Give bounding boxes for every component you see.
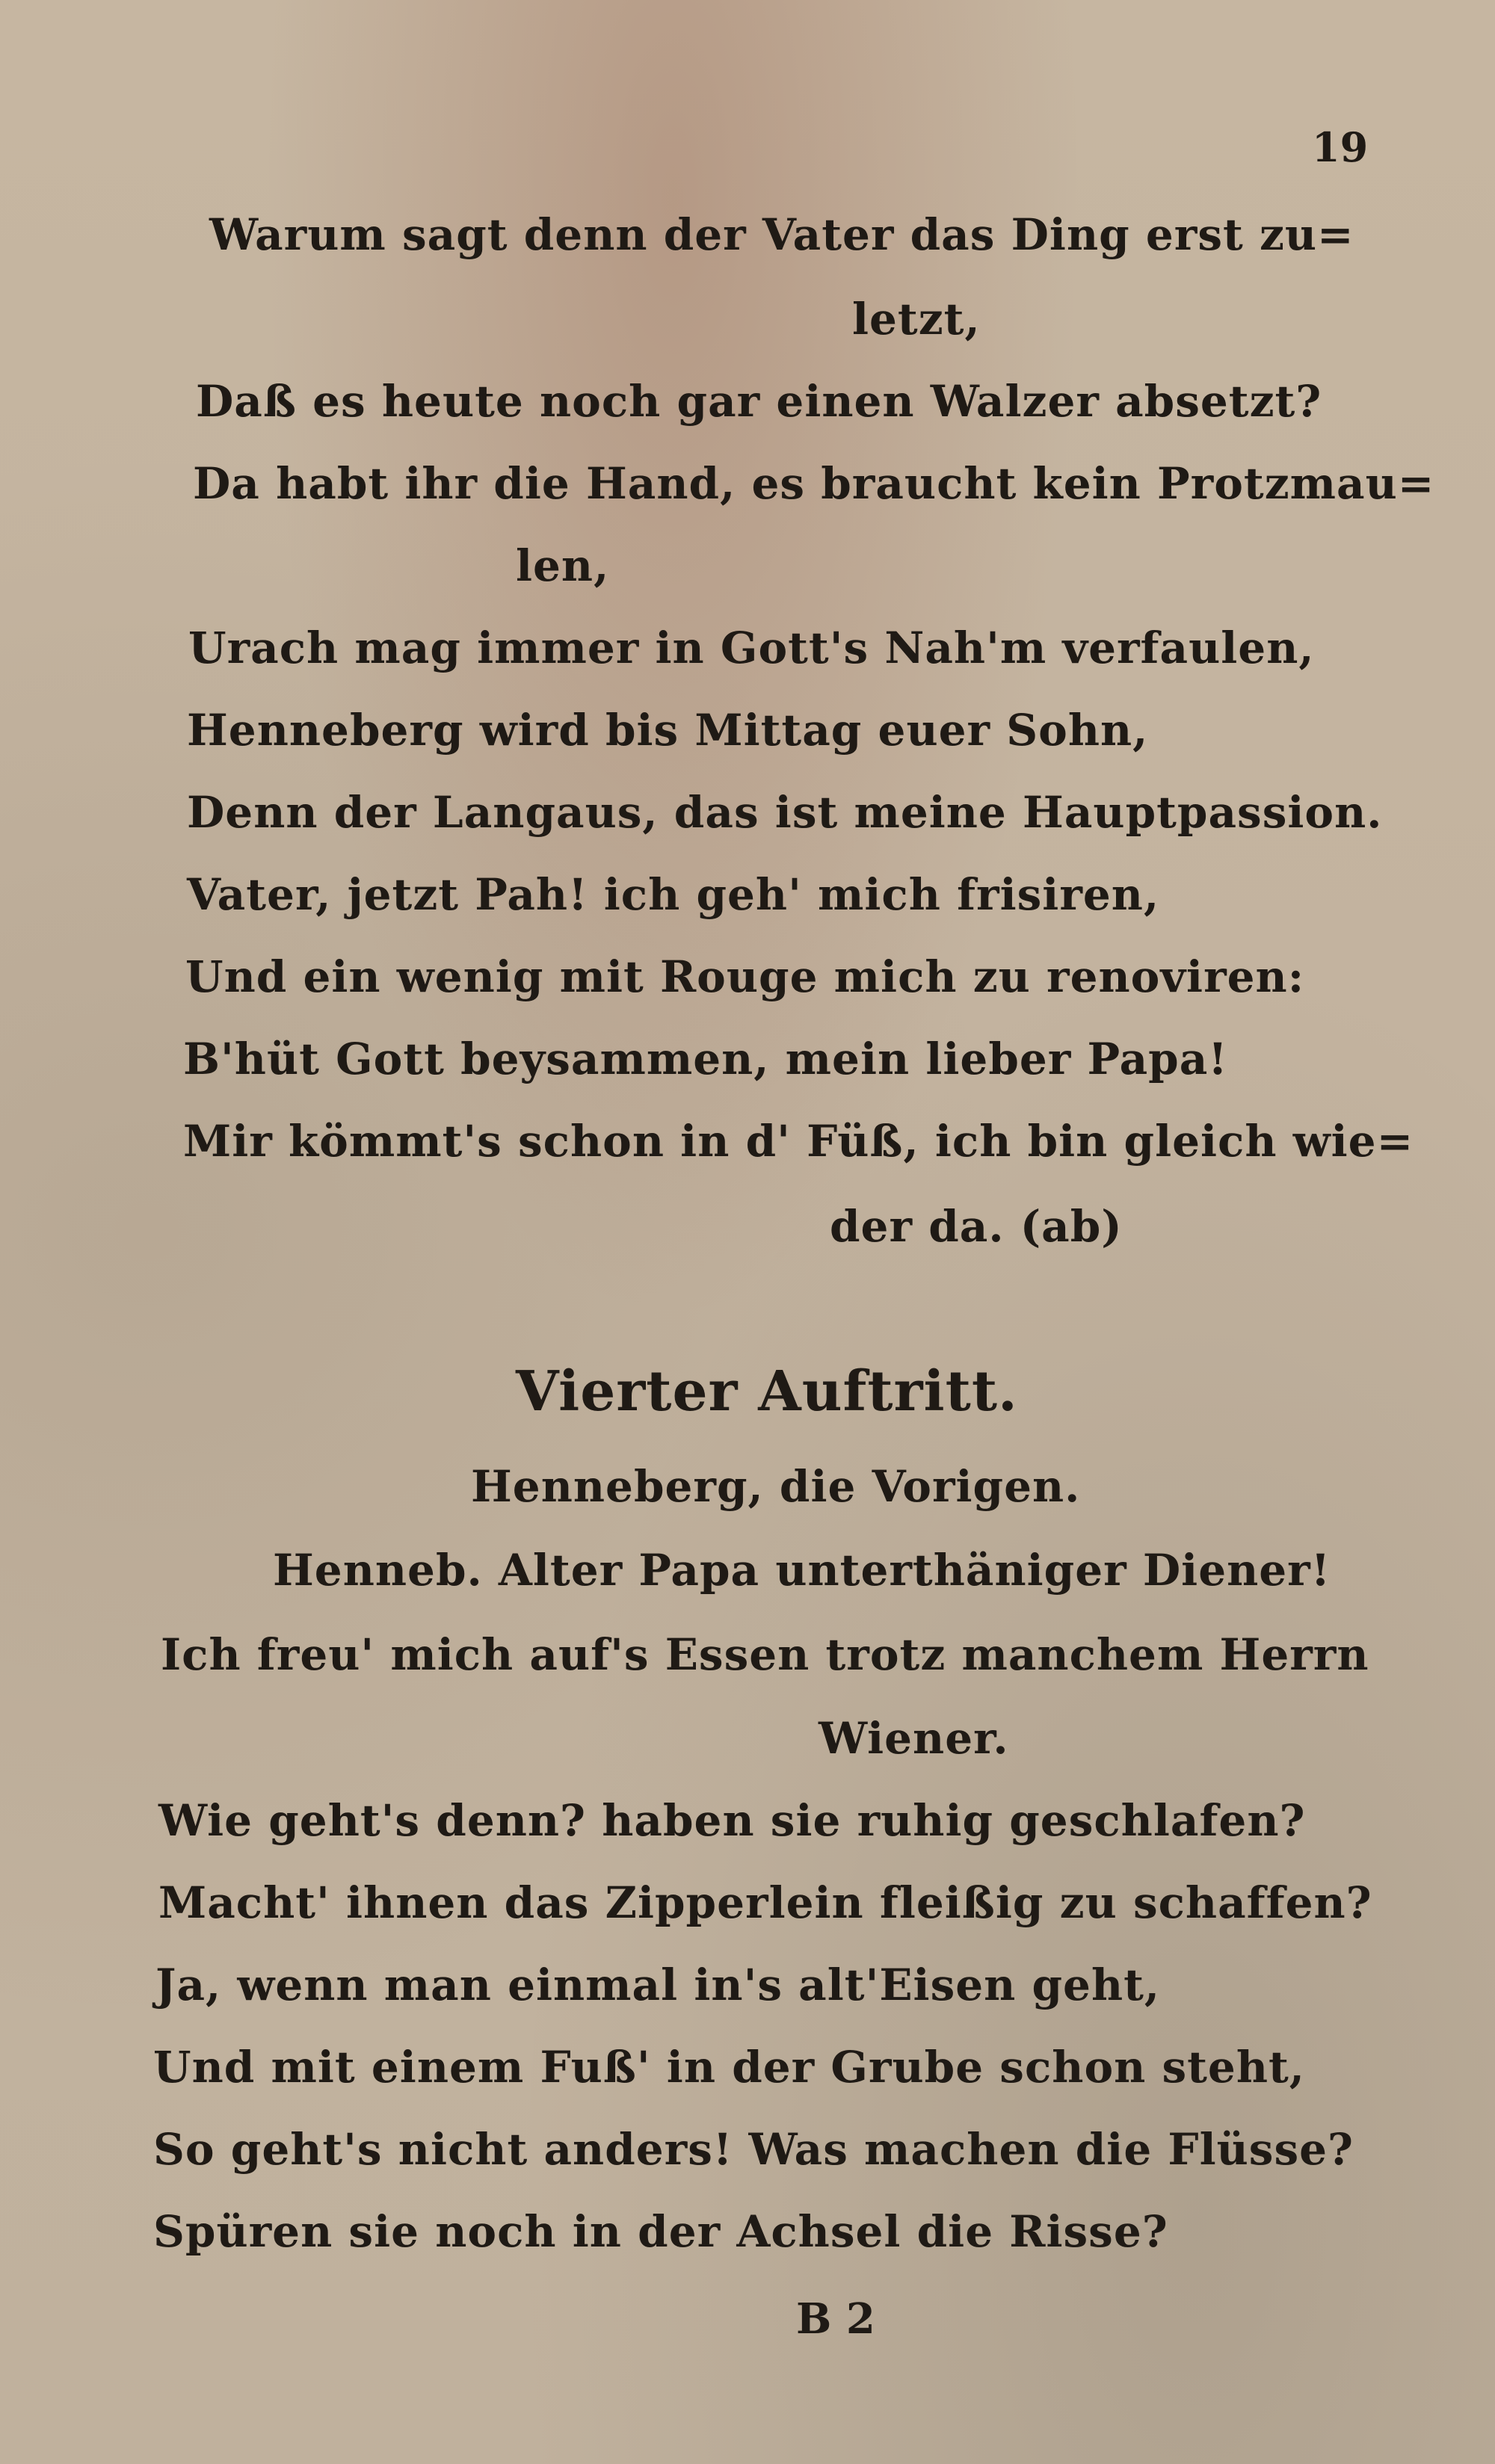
scene-heading: Vierter Auftritt.: [516, 1359, 1018, 1424]
verse-line: Und mit einem Fuß' in der Grube schon steht,: [153, 2042, 1305, 2093]
verse-line: Macht' ihnen das Zipperlein fleißig zu schaffen?: [158, 1877, 1372, 1928]
verse-line: Und ein wenig mit Rouge mich zu renoviren:: [185, 951, 1305, 1002]
verse-line: Da habt ihr die Hand, es braucht kein Protzmau=: [193, 458, 1435, 509]
verse-line: Ja, wenn man einmal in's alt'Eisen geht,: [155, 1960, 1161, 2010]
speech-line: Henneb. Alter Papa unterthäniger Diener!: [273, 1545, 1331, 1596]
verse-line: Wie geht's denn? haben sie ruhig geschlafen?: [158, 1795, 1306, 1846]
verse-line-continuation: len,: [516, 540, 610, 591]
character-list: Henneberg, die Vorigen.: [471, 1461, 1081, 1512]
verse-line-continuation: letzt,: [852, 294, 981, 345]
verse-line: Vater, jetzt Pah! ich geh' mich frisiren,: [187, 869, 1160, 920]
verse-line: Ich freu' mich auf's Essen trotz manchem Herrn: [161, 1629, 1369, 1680]
verse-line-continuation: Wiener.: [819, 1713, 1009, 1764]
verse-line-continuation: der da. (ab): [830, 1201, 1123, 1252]
verse-line: Spüren sie noch in der Achsel die Risse?: [153, 2206, 1168, 2257]
signature-mark: B 2: [796, 2294, 875, 2344]
verse-line: B'hüt Gott beysammen, mein lieber Papa!: [183, 1034, 1228, 1084]
page-number: 19: [1312, 123, 1369, 171]
verse-line: Henneberg wird bis Mittag euer Sohn,: [187, 705, 1149, 756]
verse-line: Urach mag immer in Gott's Nah'm verfaulen,: [188, 623, 1315, 673]
verse-line: So geht's nicht anders! Was machen die Flüsse?: [153, 2124, 1354, 2175]
verse-line: Daß es heute noch gar einen Walzer absetzt?: [196, 376, 1322, 427]
verse-line: Warum sagt denn der Vater das Ding erst zu=: [209, 209, 1354, 260]
verse-line: Mir kömmt's schon in d' Füß, ich bin gleich wie=: [183, 1116, 1414, 1167]
verse-line: Denn der Langaus, das ist meine Hauptpassion.: [187, 787, 1383, 838]
